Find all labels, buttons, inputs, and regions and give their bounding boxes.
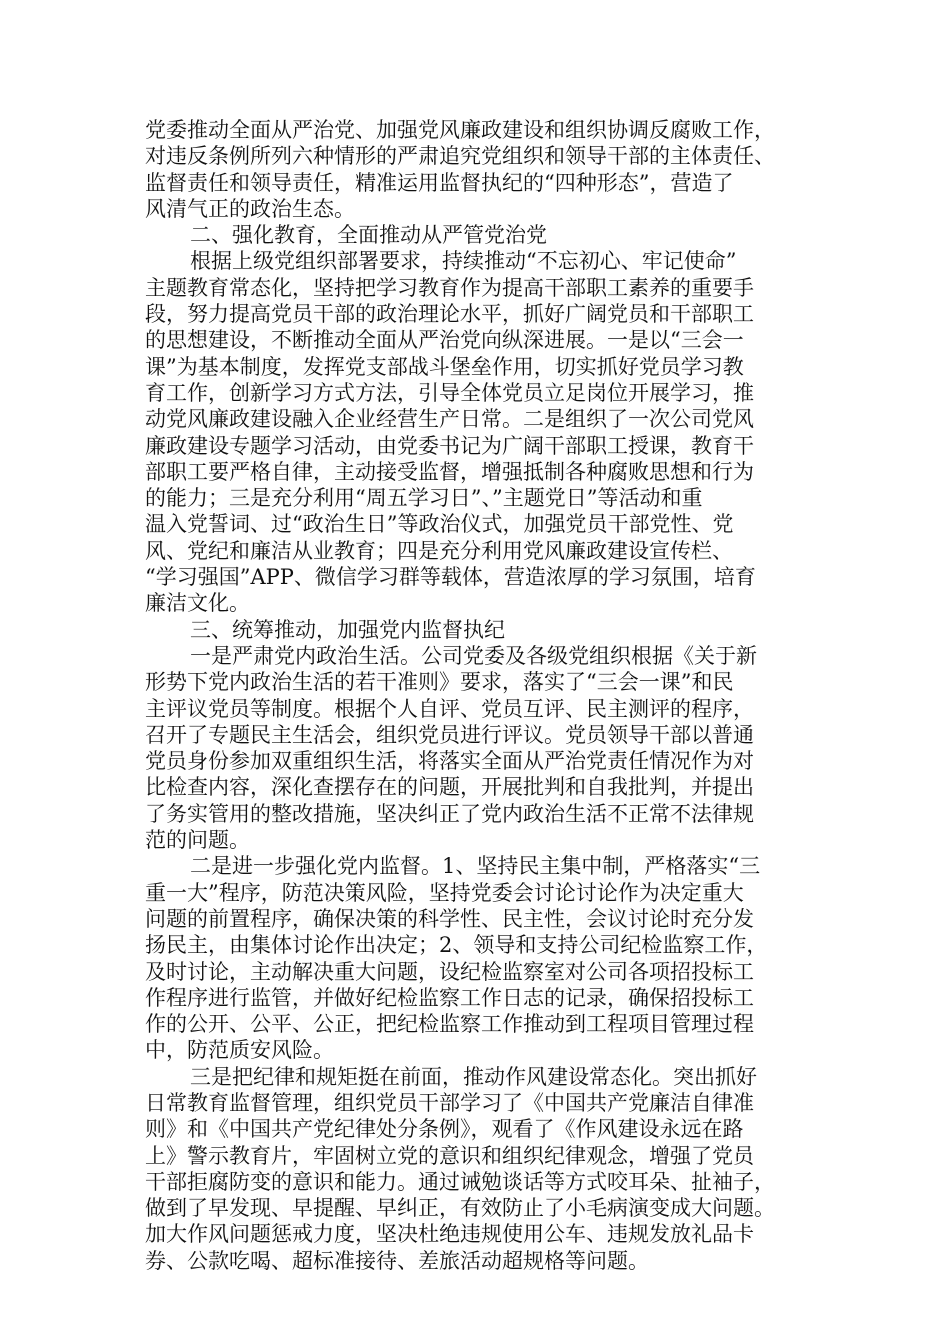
text-line: 上》警示教育片，牢固树立党的意识和组织纪律观念，增强了党员 [145,1143,754,1168]
text-line: 召开了专题民主生活会，组织党员进行评议。党员领导干部以普通 [145,722,754,747]
text-line: 形势下党内政治生活的若干准则》要求，落实了“三会一课”和民 [145,670,734,695]
text-line: 扬民主，由集体讨论作出决定；2、领导和支持公司纪检监察工作， [145,933,768,958]
text-line: 部职工要严格自律，主动接受监督，增强抵制各种腐败思想和行为 [145,459,754,484]
text-line: 做到了早发现、早提醒、早纠正，有效防止了小毛病演变成大问题。 [145,1196,775,1221]
text-line: 干部拒腐防变的意识和能力。通过诫勉谈话等方式咬耳朵、扯袖子， [145,1169,775,1194]
text-line: 加大作风问题惩戒力度，坚决杜绝违规使用公车、违规发放礼品卡 [145,1222,754,1247]
text-line: 作的公开、公平、公正，把纪检监察工作推动到工程项目管理过程 [145,1012,754,1037]
text-line: 范的问题。 [145,828,250,853]
text-line: 一是严肃党内政治生活。公司党委及各级党组织根据《关于新 [190,643,757,668]
text-line: 监督责任和领导责任，精准运用监督执纪的“四种形态”，营造了 [145,170,734,195]
text-line: 三是把纪律和规矩挺在前面，推动作风建设常态化。突出抓好 [190,1064,757,1089]
text-line: 主题教育常态化，坚持把学习教育作为提高干部职工素养的重要手 [145,275,754,300]
text-line: 了务实管用的整改措施，坚决纠正了党内政治生活不正常不法律规 [145,801,754,826]
text-line: 段，努力提高党员干部的政治理论水平，抓好广阔党员和干部职工 [145,302,754,327]
text-line: 比检查内容，深化查摆存在的问题，开展批判和自我批判，并提出 [145,775,754,800]
text-line: 根据上级党组织部署要求，持续推动“不忘初心、牢记使命” [190,249,737,274]
text-line: 二是进一步强化党内监督。1、坚持民主集中制，严格落实“三 [190,854,761,879]
text-line: 课”为基本制度，发挥党支部战斗堡垒作用，切实抓好党员学习教 [145,354,744,379]
text-line: “学习强国”APP、微信学习群等载体，营造浓厚的学习氛围，培育 [145,565,756,590]
text-line: 党委推动全面从严治党、加强党风廉政建设和组织协调反腐败工作， [145,118,775,142]
text-line: 则》和《中国共产党纪律处分条例》，观看了《作风建设永远在路 [145,1117,744,1142]
text-line: 育工作，创新学习方式方法，引导全体党员立足岗位开展学习，推 [145,380,754,405]
text-line: 党员身份参加双重组织生活，将落实全面从严治党责任情况作为对 [145,749,754,774]
text-line: 廉洁文化。 [145,591,250,616]
text-line: 廉政建设专题学习活动，由党委书记为广阔干部职工授课，教育干 [145,433,754,458]
document-body [145,117,830,1274]
text-line: 风、党纪和廉洁从业教育；四是充分利用党风廉政建设宣传栏、 [145,538,733,563]
section-heading-2: 二、强化教育，全面推动从严管党治党 [190,223,547,248]
text-line: 中，防范质安风险。 [145,1038,334,1063]
text-line: 日常教育监督管理，组织党员干部学习了《中国共产党廉洁自律准 [145,1090,754,1115]
text-line: 作程序进行监管，并做好纪检监察工作日志的记录，确保招投标工 [145,985,754,1010]
text-line: 及时讨论，主动解决重大问题，设纪检监察室对公司各项招投标工 [145,959,754,984]
text-line: 问题的前置程序，确保决策的科学性、民主性，会议讨论时充分发 [145,906,754,931]
text-line: 券、公款吃喝、超标准接待、差旅活动超规格等问题。 [145,1248,649,1273]
text-line: 主评议党员等制度。根据个人自评、党员互评、民主测评的程序， [145,696,754,721]
text-line: 的能力；三是充分利用“周五学习日”、”主题党日”等活动和重 [145,486,703,511]
text-line: 的思想建设，不断推动全面从严治党向纵深进展。一是以“三会一 [145,328,744,353]
section-heading-3: 三、统筹推动，加强党内监督执纪 [190,617,505,642]
text-line: 风清气正的政治生态。 [145,196,355,221]
text-line: 温入党誓词、过“政治生日”等政治仪式，加强党员干部党性、党 [145,512,734,537]
text-line: 对违反条例所列六种情形的严肃追究党组织和领导干部的主体责任、 [145,144,775,169]
text-line: 动党风廉政建设融入企业经营生产日常。二是组织了一次公司党风 [145,407,754,432]
text-line: 重一大”程序，防范决策风险，坚持党委会讨论讨论作为决定重大 [145,880,744,905]
